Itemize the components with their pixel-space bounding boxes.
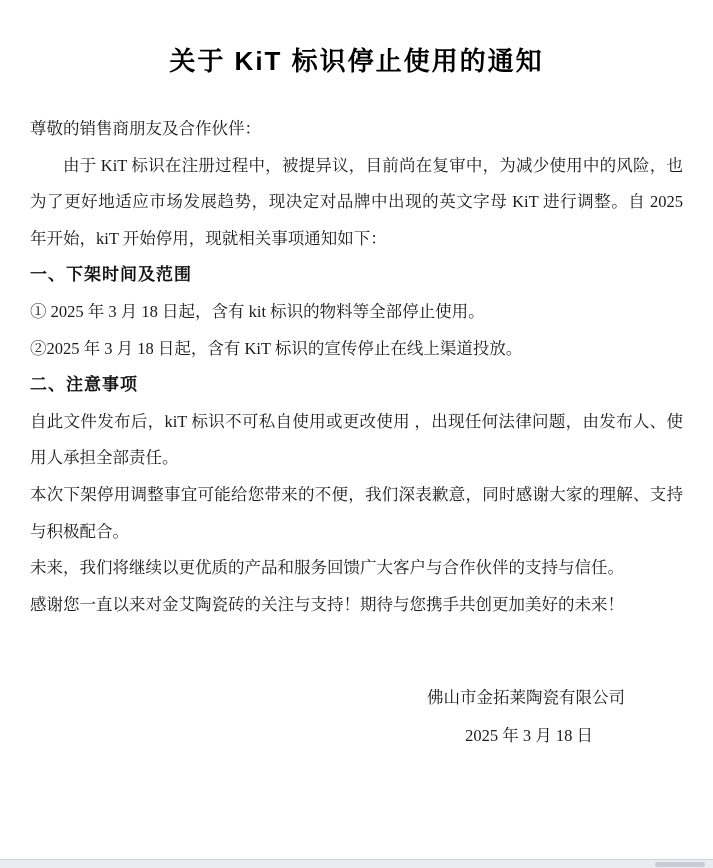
document-title: 关于 KiT 标识停止使用的通知 <box>169 46 544 76</box>
section2-paragraph-2: 本次下架停用调整事宜可能给您带来的不便，我们深表歉意，同时感谢大家的理解、支持与积极配合。 <box>30 484 683 541</box>
section1-item-2: ②2025 年 3 月 18 日起，含有 KiT 标识的宣传停止在线上渠道投放。 <box>30 338 523 358</box>
section2-paragraph-3: 未来，我们将继续以更优质的产品和服务回馈广大客户与合作伙伴的支持与信任。 <box>30 558 624 578</box>
horizontal-scrollbar-thumb[interactable] <box>655 862 705 867</box>
section2-paragraph-4: 感谢您一直以来对金艾陶瓷砖的关注与支持！期待与您携手共创更加美好的未来！ <box>30 594 624 614</box>
signature-block <box>30 679 683 755</box>
intro-paragraph: 由于 KiT 标识在注册过程中，被提异议，目前尚在复审中，为减少使用中的风险，也为了更好地适应市场发展趋势，现决定对品牌中出现的英文字母 KiT 进行调整。自 2025 年开始，kiT 开始停用，现就相关事项通知如下： <box>30 155 683 248</box>
document-body <box>30 111 683 623</box>
notice-date: 2025 年 3 月 18 日 <box>465 726 593 746</box>
section1-item-1: ① 2025 年 3 月 18 日起，含有 kit 标识的物料等全部停止使用。 <box>30 301 485 321</box>
section2-heading: 二、注意事项 <box>30 375 138 395</box>
salutation: 尊敬的销售商朋友及合作伙伴： <box>30 119 261 138</box>
horizontal-scrollbar[interactable] <box>0 859 713 868</box>
company-name: 佛山市金拓莱陶瓷有限公司 <box>427 688 625 708</box>
section1-heading: 一、下架时间及范围 <box>30 265 192 285</box>
section2-paragraph-1: 自此文件发布后，kiT 标识不可私自使用或更改使用 ，出现任何法律问题，由发布人、使用人承担全部责任。 <box>30 411 683 468</box>
